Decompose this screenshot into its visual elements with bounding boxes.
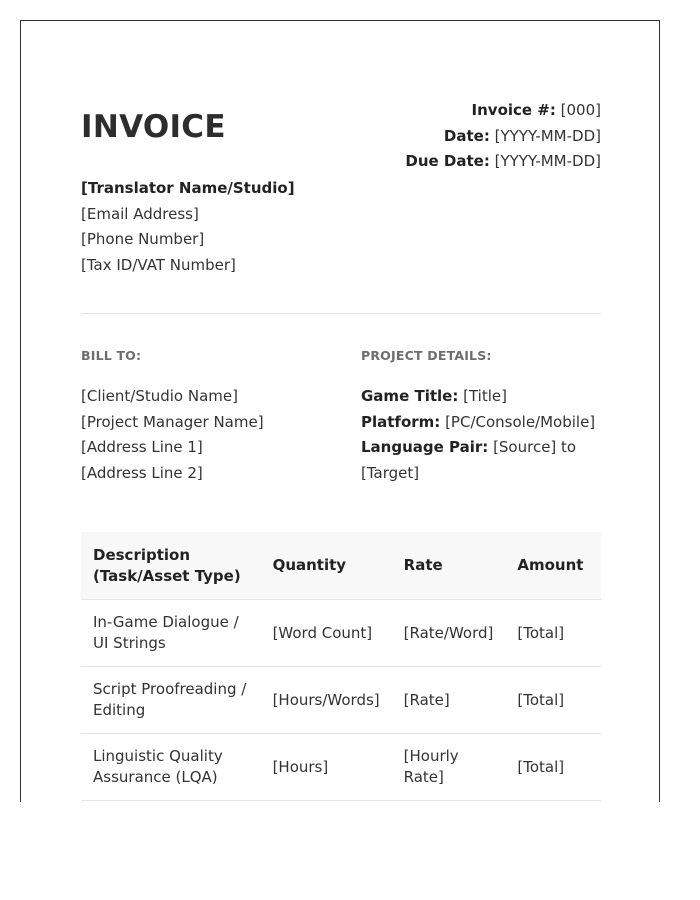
language-pair-value: [Source] to [Target]: [361, 438, 577, 482]
translator-email: [Email Address]: [81, 204, 199, 223]
game-title-line: [361, 384, 601, 410]
row-description: In-Game Dialogue / UI Strings: [81, 600, 261, 667]
row-rate: [Hourly Rate]: [392, 734, 506, 801]
translator-info: [81, 176, 381, 278]
language-pair-label: Language Pair:: [361, 438, 489, 456]
client-name: [Client/Studio Name]: [81, 387, 238, 405]
invoice-date-line: [301, 124, 601, 150]
invoice-meta: [301, 98, 601, 175]
row-amount: [Total]: [505, 600, 601, 667]
due-date-line: [301, 149, 601, 175]
project-details-heading: PROJECT DETAILS:: [361, 348, 492, 363]
invoice-number-line: [301, 98, 601, 124]
row-quantity: [Word Count]: [261, 600, 392, 667]
bill-to-heading: BILL TO:: [81, 348, 142, 363]
game-title-value: [Title]: [463, 387, 507, 405]
table-row: [81, 667, 601, 734]
invoice-number-value: [000]: [560, 101, 601, 119]
table-row: [81, 734, 601, 801]
due-date-label: Due Date:: [405, 152, 490, 170]
row-quantity: [Hours]: [261, 734, 392, 801]
amount-header: Amount: [505, 532, 601, 600]
language-pair-line: [361, 435, 601, 486]
invoice-number-label: Invoice #:: [471, 101, 556, 119]
quantity-header: Quantity: [261, 532, 392, 600]
game-title-label: Game Title:: [361, 387, 459, 405]
row-description: Script Proofreading / Editing: [81, 667, 261, 734]
row-rate: [Rate]: [392, 667, 506, 734]
description-header-line2: (Task/Asset Type): [93, 566, 241, 585]
row-rate: [Rate/Word]: [392, 600, 506, 667]
bill-to-block: [81, 384, 341, 486]
row-amount: [Total]: [505, 734, 601, 801]
project-details-block: [361, 384, 601, 486]
row-amount: [Total]: [505, 667, 601, 734]
invoice-page: [20, 20, 660, 802]
section-divider: [81, 313, 601, 314]
row-description: Linguistic Quality Assurance (LQA): [81, 734, 261, 801]
due-date-value: [YYYY-MM-DD]: [494, 152, 601, 170]
address-line-1: [Address Line 1]: [81, 438, 203, 456]
address-line-2: [Address Line 2]: [81, 463, 203, 482]
row-quantity: [Hours/Words]: [261, 667, 392, 734]
platform-label: Platform:: [361, 412, 441, 431]
translator-tax-id: [Tax ID/VAT Number]: [81, 255, 236, 274]
project-manager-name: [Project Manager Name]: [81, 412, 264, 431]
translator-name: [Translator Name/Studio]: [81, 179, 295, 197]
table-row: [81, 600, 601, 667]
invoice-date-value: [YYYY-MM-DD]: [494, 126, 601, 145]
invoice-title: INVOICE: [81, 109, 226, 145]
translator-phone: [Phone Number]: [81, 230, 205, 248]
description-header-line1: Description: [93, 545, 191, 564]
platform-value: [PC/Console/Mobile]: [445, 412, 596, 431]
description-header: [81, 532, 261, 600]
platform-line: [361, 410, 601, 436]
invoice-date-label: Date:: [443, 126, 490, 145]
rate-header: Rate: [392, 532, 506, 600]
line-items-table: [81, 532, 601, 801]
table-header-row: [81, 532, 601, 600]
